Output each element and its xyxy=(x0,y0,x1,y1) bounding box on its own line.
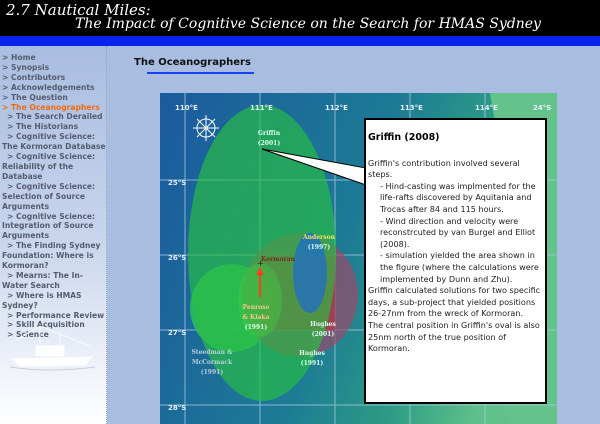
hughes2001-label: Hughes xyxy=(310,321,336,328)
svg-text:+: + xyxy=(257,259,264,268)
sidebar-item[interactable]: > Performance Review xyxy=(7,310,105,320)
site-title: 2.7 Nautical Miles: xyxy=(6,1,151,19)
callout-title: Griffin (2008) xyxy=(368,132,440,143)
site-header xyxy=(0,0,600,36)
kormoran-label: Kormoran xyxy=(260,256,296,263)
title-underline xyxy=(147,72,254,74)
sidebar xyxy=(0,46,107,424)
lat-label: 27°S xyxy=(168,329,187,337)
sidebar-item[interactable]: > The Question xyxy=(2,92,68,102)
callout-paragraph: Griffin calculated solutions for two specific days, a sub-project that yielded positions 26-27nm from the wreck of Kormoran. xyxy=(368,285,541,319)
callout-box xyxy=(364,118,547,404)
griffin-label: Griffin xyxy=(257,130,281,137)
hughes1991-year: (1991) xyxy=(300,360,324,367)
sidebar-item[interactable]: > The Search Derailed xyxy=(7,112,103,122)
site-subtitle: The Impact of Cognitive Science on the Search for HMAS Sydney xyxy=(75,16,541,32)
anderson-year: (1997) xyxy=(307,244,331,251)
sidebar-item[interactable]: > Cognitive Science: Selection of Source Arguments xyxy=(2,181,96,211)
header-bar xyxy=(0,36,600,46)
steedman-year: (1991) xyxy=(200,369,224,376)
lon-label: 114°E xyxy=(475,104,498,112)
sidebar-item[interactable]: > The Finding Sydney Foundation: Where is Kormoran? xyxy=(2,241,101,271)
lon-label: 113°E xyxy=(400,104,423,112)
lat-label: 28°S xyxy=(168,404,187,412)
lon-label: 110°E xyxy=(175,104,198,112)
anderson-label: Anderson xyxy=(303,234,335,241)
callout-bullet: - simulation yielded the area shown in the figure (where the calculations were implemented by Dunn and Zhu). xyxy=(380,250,539,284)
penrose-year: (1991) xyxy=(244,324,268,331)
lon-label: 24°S xyxy=(533,104,552,112)
page-title: The Oceanographers xyxy=(134,57,251,68)
callout-bullet: - Hind-casting was implmented for the life-rafts discovered by Aquitania and Trocas after 84 and 115 hours. xyxy=(380,180,536,214)
ship-image xyxy=(10,321,95,376)
callout-paragraph: The central position in Griffin's oval is also 25nm north of the true position of Kormoran. xyxy=(368,319,540,354)
sidebar-item[interactable]: > Skill Acquisition xyxy=(7,320,85,330)
sidebar-item[interactable]: > The Historians xyxy=(7,122,79,132)
hughes2001-year: (2001) xyxy=(311,331,335,338)
penrose-label: Penrose xyxy=(242,304,270,311)
lon-label: 111°E xyxy=(250,104,273,112)
sidebar-item[interactable]: > Cognitive Science: Reliability of the Database xyxy=(2,152,96,181)
sidebar-item[interactable]: > Contributors xyxy=(2,72,66,82)
sidebar-item[interactable]: > Cognitive Science: The Kormoran Database xyxy=(2,132,106,152)
sidebar-item[interactable]: > Acknowledgements xyxy=(2,82,95,92)
lat-label: 26°S xyxy=(168,254,187,262)
sidebar-item[interactable]: > Science xyxy=(7,330,49,340)
lon-label: 112°E xyxy=(325,104,348,112)
callout-intro: Griffin's contribution involved several steps. xyxy=(368,157,520,180)
sidebar-item[interactable]: > Cognitive Science: Integration of Source Arguments xyxy=(2,211,96,241)
sidebar-item[interactable]: > Home xyxy=(2,53,36,62)
lat-label: 25°S xyxy=(168,179,187,187)
sidebar-item[interactable]: > The Oceanographers xyxy=(2,102,100,112)
hughes1991-label: Hughes xyxy=(299,350,325,357)
steedman-label: Steedman & xyxy=(191,349,233,356)
griffin-year: (2001) xyxy=(257,140,281,147)
callout-bullet: - Wind direction and velocity were reconstrcuted by van Burgel and Elliot (2008). xyxy=(380,215,536,249)
sidebar-item[interactable]: > Mearns: The In-Water Search xyxy=(2,270,83,290)
steedman-label2: McCormack xyxy=(191,359,233,366)
sidebar-item[interactable]: > Where is HMAS Sydney? xyxy=(2,290,82,310)
sidebar-item[interactable]: > Synopsis xyxy=(2,62,50,72)
penrose-label2: & Klaka xyxy=(242,314,270,321)
